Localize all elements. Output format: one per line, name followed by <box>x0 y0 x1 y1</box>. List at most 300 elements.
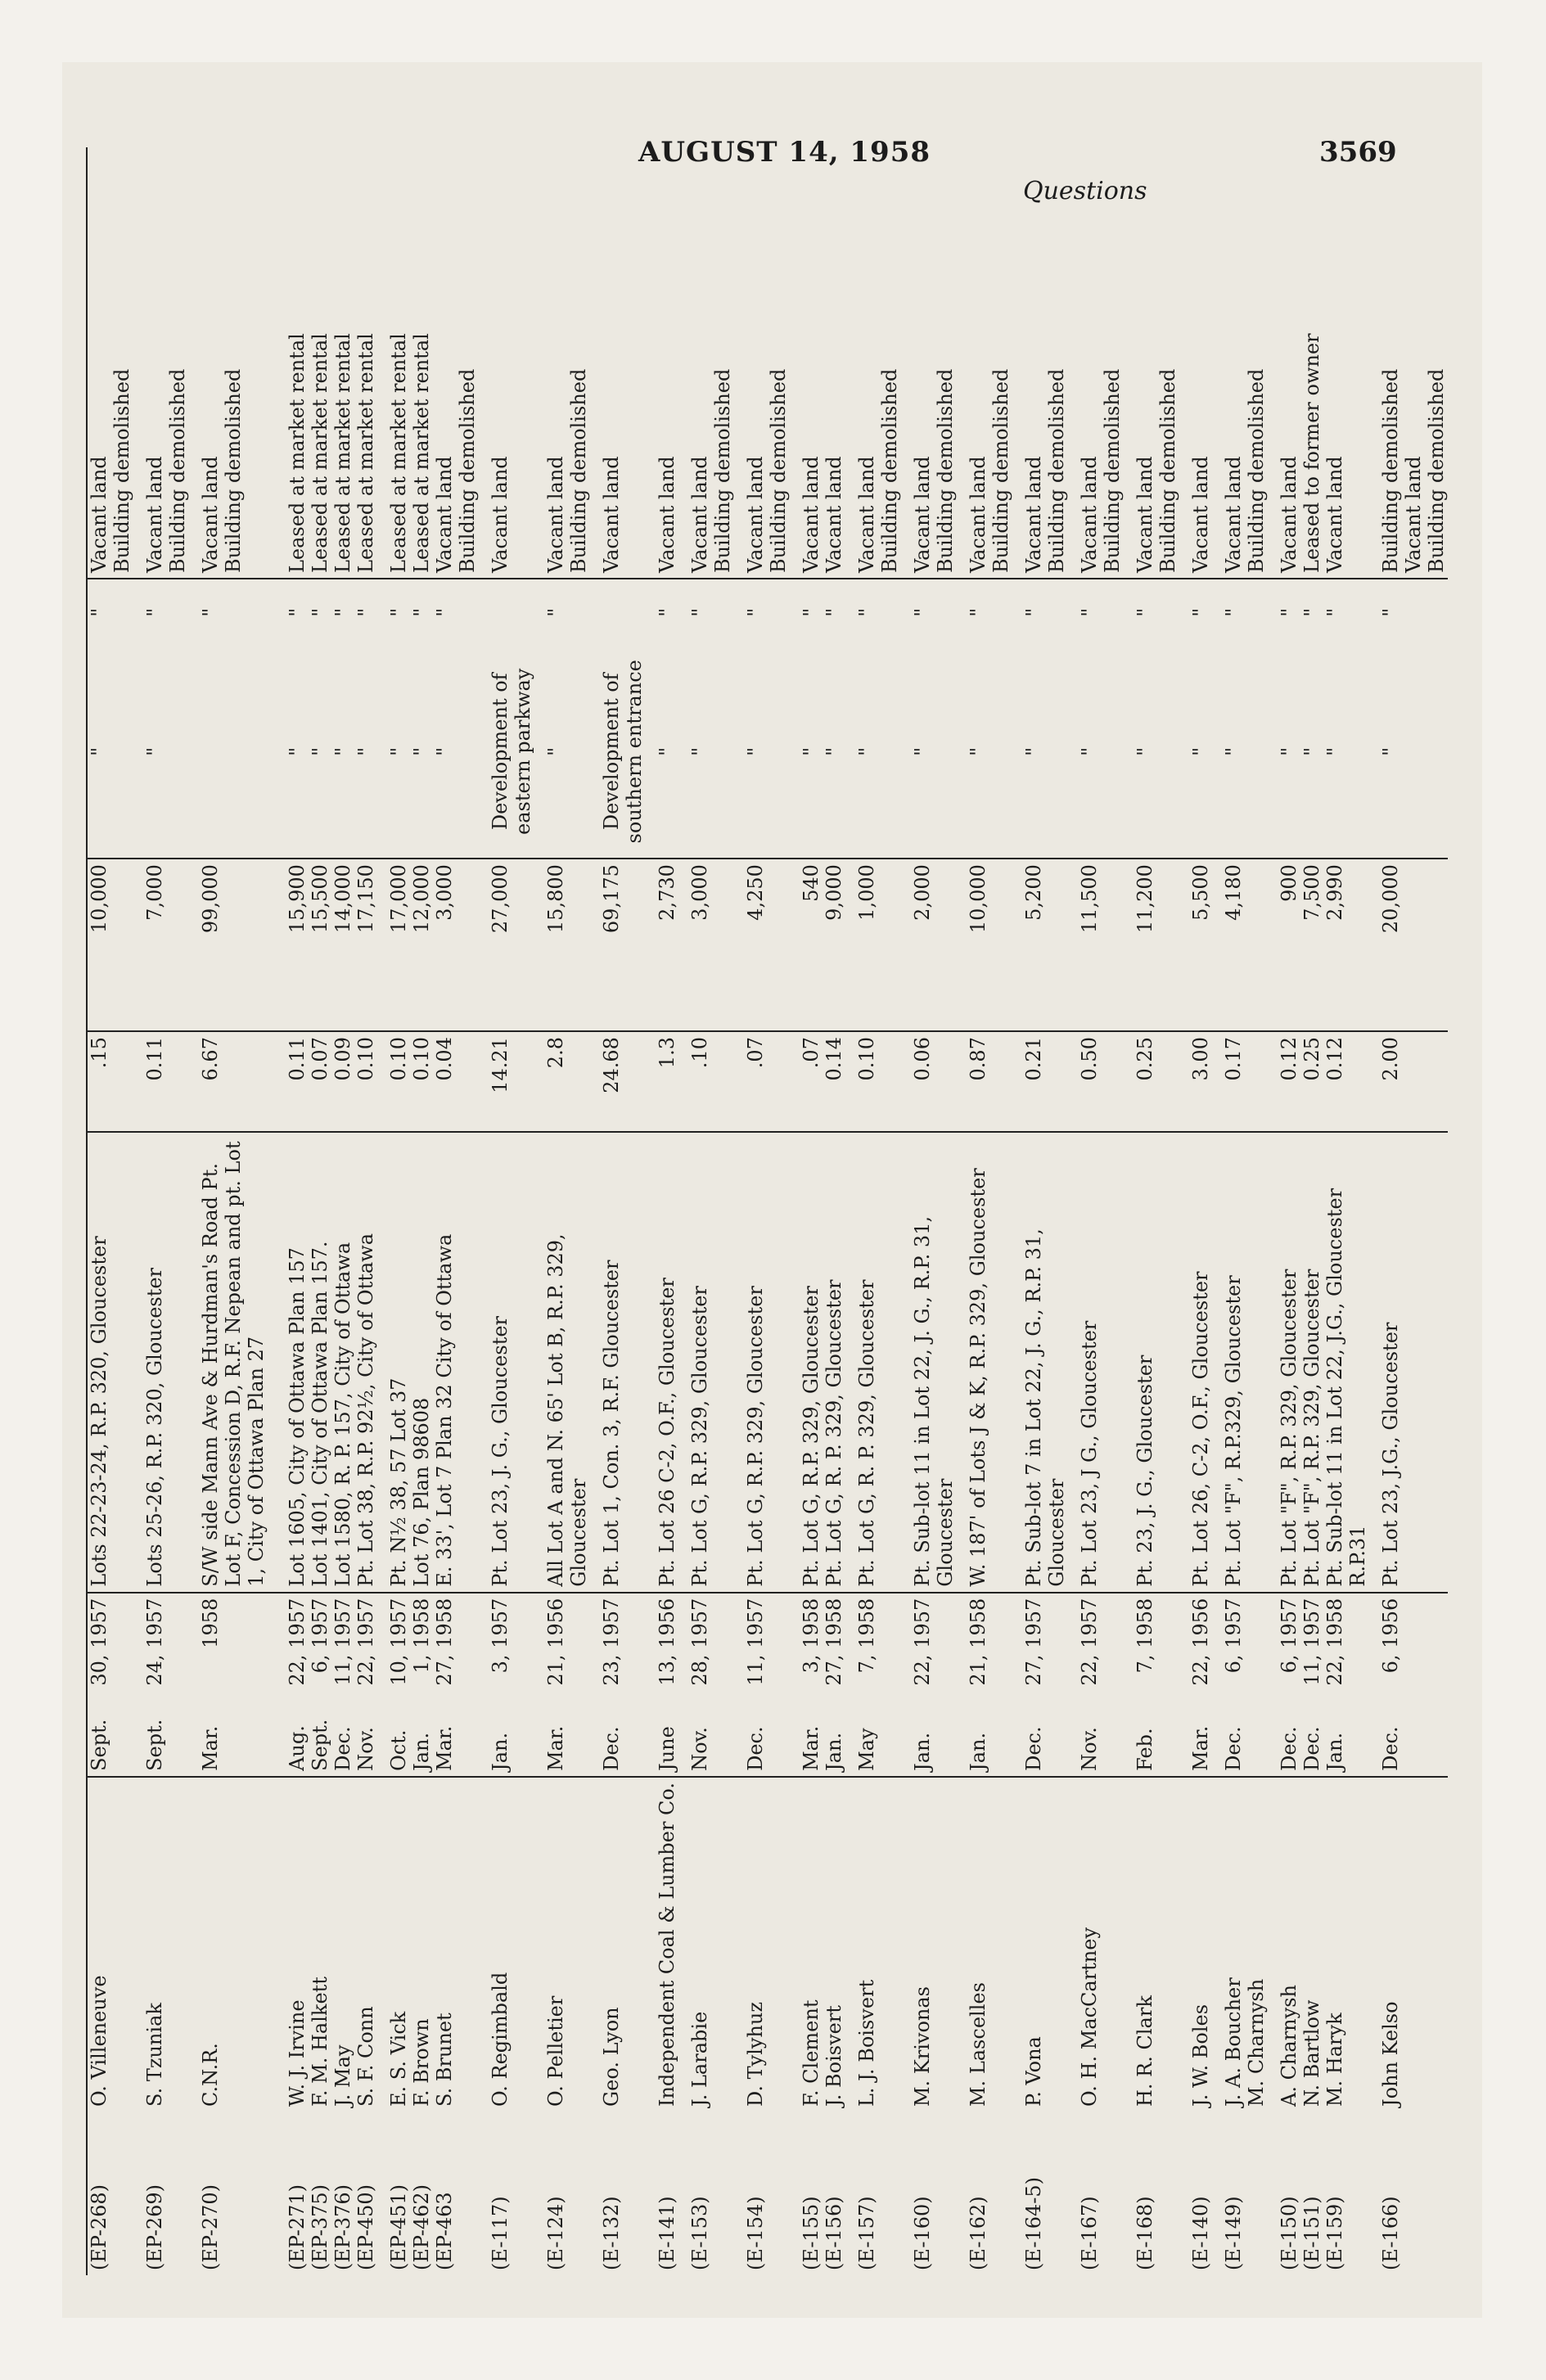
property-description: Pt. 23, J. G., Gloucester <box>1134 1355 1156 1587</box>
property-description: All Lot A and N. 65' Lot B, R.P. 329, Gloucester <box>544 1233 590 1587</box>
file-number: (EP-376) <box>331 2184 354 2270</box>
file-number: (EP-462) <box>410 2184 433 2270</box>
file-number: (EP-451) <box>387 2184 410 2270</box>
acquired-day-year-cell <box>1012 1593 1068 1709</box>
purpose: " <box>967 746 989 756</box>
acreage: .10 <box>688 1037 711 1069</box>
file-number: (E-159) <box>1323 2196 1346 2270</box>
present-use: Vacant land <box>1134 456 1156 574</box>
vendor-name-cell <box>734 1777 790 2112</box>
acquired-month-cell <box>189 1709 268 1777</box>
acreage: 0.07 <box>309 1037 331 1081</box>
ditto-mark-cell <box>678 579 734 645</box>
present-use: Building demolished <box>1425 368 1448 574</box>
purpose-cell <box>1124 645 1179 859</box>
purpose: " <box>688 746 711 756</box>
property-description-cell <box>1012 1132 1068 1593</box>
file-number: (EP-450) <box>354 2184 377 2270</box>
acreage-cell <box>534 1031 590 1132</box>
acquired-month: Mar. <box>1189 1725 1212 1771</box>
purchase-price: 9,000 <box>823 864 845 921</box>
ditto-mark: " <box>286 607 309 617</box>
acreage-cell <box>901 1031 957 1132</box>
purchase-price: 99,000 <box>199 864 222 934</box>
present-use-cell <box>646 147 678 579</box>
purchase-price-cell <box>1068 859 1124 1031</box>
acreage-cell <box>1068 1031 1124 1132</box>
vendor-name-cell <box>268 1777 377 2112</box>
purchase-price-cell <box>189 859 268 1031</box>
ditto-mark: " <box>544 607 567 617</box>
acquired-month: Dec. <box>1278 1726 1300 1771</box>
purpose: " <box>1189 746 1212 756</box>
purchase-price: 20,000 <box>1379 864 1402 934</box>
acreage-cell <box>1212 1031 1268 1132</box>
acreage-cell <box>1012 1031 1068 1132</box>
ditto-mark: " <box>433 607 456 617</box>
present-use: Building demolished <box>110 368 133 574</box>
property-description: S/W side Mann Ave & Hurdman's Road Pt. Lot F, Concession D, R.F. Nepean and pt. Lot 1, City of Ottawa Plan 27 <box>199 1141 268 1587</box>
acreage: 2.00 <box>1379 1037 1402 1081</box>
vendor-name: Geo. Lyon <box>600 2007 623 2107</box>
ditto-mark: " <box>354 607 377 617</box>
purchase-price: 11,500 <box>1078 864 1101 934</box>
ditto-mark-cell <box>1212 579 1268 645</box>
purpose-cell <box>377 645 479 859</box>
acquired-month-cell <box>1268 1709 1369 1777</box>
purpose: " <box>911 746 934 756</box>
acquired-month-cell <box>678 1709 734 1777</box>
acquired-day-year-cell <box>189 1593 268 1709</box>
purchase-price: 69,175 <box>600 864 623 934</box>
acquired-day-year: 23, 1957 <box>600 1598 623 1686</box>
file-number: (EP-463 <box>433 2192 456 2270</box>
purpose-cell <box>1268 645 1369 859</box>
present-use-cell <box>87 147 133 579</box>
table-row <box>1369 147 1448 2275</box>
present-use: Vacant land <box>967 456 989 574</box>
purchase-price: 27,000 <box>489 864 512 934</box>
acquired-month-cell <box>845 1709 901 1777</box>
vendor-name: H. R. Clark <box>1134 1995 1156 2107</box>
property-description-cell <box>1124 1132 1179 1593</box>
acreage-cell <box>734 1031 790 1132</box>
purpose: " <box>331 746 354 756</box>
file-number-cell <box>1179 2112 1212 2275</box>
file-number: (E-132) <box>600 2196 623 2270</box>
ditto-mark-cell <box>1369 579 1448 645</box>
purchase-price-cell <box>1012 859 1068 1031</box>
purpose: " <box>410 746 433 756</box>
ditto-mark: " <box>823 607 845 617</box>
file-number: (E-168) <box>1134 2196 1156 2270</box>
acquired-day-year-cell <box>1369 1593 1448 1709</box>
acquired-month: Jan. <box>410 1732 433 1771</box>
purpose-cell <box>1369 645 1448 859</box>
purchase-price: 900 <box>1278 864 1300 902</box>
file-number-cell <box>901 2112 957 2275</box>
purchase-price: 4,180 <box>1222 864 1245 921</box>
purchase-price-cell <box>479 859 534 1031</box>
ditto-mark-cell <box>1068 579 1124 645</box>
table-row <box>1012 147 1068 2275</box>
acquired-month-cell <box>1124 1709 1179 1777</box>
acquired-day-year-cell <box>1268 1593 1369 1709</box>
ditto-mark-cell <box>268 579 377 645</box>
acreage: 24.68 <box>600 1037 623 1093</box>
purpose: " <box>88 746 110 756</box>
property-description-cell <box>1268 1132 1369 1593</box>
acreage-cell <box>133 1031 189 1132</box>
acquired-day-year-cell <box>790 1593 845 1709</box>
acreage: 0.14 <box>823 1037 845 1081</box>
purchase-price: 17,150 <box>354 864 377 934</box>
acquired-month: Mar. <box>433 1725 456 1771</box>
acquired-month-cell <box>590 1709 646 1777</box>
acreage: 0.50 <box>1078 1037 1101 1081</box>
ditto-mark: " <box>1189 607 1212 617</box>
acquired-day-year: 24, 1957 <box>143 1598 166 1686</box>
acreage: .07 <box>744 1037 767 1069</box>
file-number-cell <box>479 2112 534 2275</box>
purchase-price: 3,000 <box>433 864 456 921</box>
acquired-day-year: 1958 <box>199 1598 222 1648</box>
table-row <box>1068 147 1124 2275</box>
ditto-mark: " <box>1022 607 1045 617</box>
vendor-name-cell <box>646 1777 678 2112</box>
purpose-cell <box>646 645 678 859</box>
present-use-cell <box>268 147 377 579</box>
acquired-month: May <box>855 1728 878 1771</box>
acquired-day-year: 7, 1958 <box>1134 1598 1156 1674</box>
file-number: (E-151) <box>1300 2196 1323 2270</box>
file-number-cell <box>734 2112 790 2275</box>
purchase-price: 4,250 <box>744 864 767 921</box>
property-table <box>86 147 1448 2275</box>
table-row <box>133 147 189 2275</box>
property-description-cell <box>845 1132 901 1593</box>
present-use: Leased to former owner <box>1300 333 1323 574</box>
property-description: Lot 1401, City of Ottawa Plan 157. <box>309 1241 331 1587</box>
table-row <box>534 147 590 2275</box>
property-description: Pt. Lot "F", R.P. 329, Gloucester <box>1300 1269 1323 1587</box>
purchase-price-cell <box>845 859 901 1031</box>
file-number: (E-166) <box>1379 2196 1402 2270</box>
acquired-day-year: 22, 1956 <box>1189 1598 1212 1686</box>
purpose-cell <box>957 645 1012 859</box>
acreage: 2.8 <box>544 1037 567 1069</box>
purpose: " <box>744 746 767 756</box>
acreage: 0.17 <box>1222 1037 1245 1081</box>
ditto-mark-cell <box>845 579 901 645</box>
vendor-name-cell <box>479 1777 534 2112</box>
vendor-name-cell <box>87 1777 133 2112</box>
purpose: " <box>855 746 878 756</box>
table-row <box>646 147 678 2275</box>
ditto-mark-cell <box>590 579 646 645</box>
purchase-price: 17,000 <box>387 864 410 934</box>
acquired-month: Sept. <box>309 1719 331 1771</box>
purpose-cell <box>189 645 268 859</box>
property-description-cell <box>133 1132 189 1593</box>
file-number: (E-117) <box>489 2196 512 2270</box>
file-number: (E-154) <box>744 2196 767 2270</box>
acquired-month-cell <box>1179 1709 1212 1777</box>
vendor-name: J. May <box>331 2044 354 2107</box>
acreage: .15 <box>88 1037 110 1069</box>
property-description: Lot 1605, City of Ottawa Plan 157 <box>286 1247 309 1587</box>
property-description-cell <box>534 1132 590 1593</box>
property-description: Pt. Sub-lot 11 in Lot 22, J.G., Gloucester R.P.31 <box>1323 1188 1369 1587</box>
purchase-price: 12,000 <box>410 864 433 934</box>
acquired-day-year: 1, 1958 <box>410 1598 433 1674</box>
present-use: Building demolished <box>1245 368 1268 574</box>
vendor-name-cell <box>534 1777 590 2112</box>
acreage: 0.04 <box>433 1037 456 1081</box>
purpose: " <box>1300 746 1323 756</box>
present-use: Vacant land <box>433 456 456 574</box>
present-use: Vacant land <box>88 456 110 574</box>
purchase-price-cell <box>734 859 790 1031</box>
acreage: 1.3 <box>656 1037 678 1069</box>
acquired-month-cell <box>646 1709 678 1777</box>
present-use: Vacant land <box>800 456 823 574</box>
acreage-cell <box>87 1031 133 1132</box>
table-row <box>901 147 957 2275</box>
file-number-cell <box>1268 2112 1369 2275</box>
purpose: " <box>1379 746 1402 756</box>
acquired-day-year: 11, 1957 <box>744 1598 767 1686</box>
acquired-month-cell <box>901 1709 957 1777</box>
present-use: Leased at market rental <box>387 333 410 574</box>
ditto-mark-cell <box>189 579 268 645</box>
file-number: (E-141) <box>656 2196 678 2270</box>
present-use-cell <box>1369 147 1448 579</box>
acquired-month-cell <box>377 1709 479 1777</box>
purchase-price-cell <box>1268 859 1369 1031</box>
ditto-mark-cell <box>377 579 479 645</box>
acreage: 0.87 <box>967 1037 989 1081</box>
purpose: " <box>309 746 331 756</box>
present-use: Vacant land <box>1022 456 1045 574</box>
purpose: " <box>387 746 410 756</box>
file-number-cell <box>678 2112 734 2275</box>
purpose: " <box>800 746 823 756</box>
purchase-price-cell <box>133 859 189 1031</box>
acquired-month: Jan. <box>489 1732 512 1771</box>
vendor-name: M. Charnysh <box>1245 1978 1268 2107</box>
vendor-name: W. J. Irvine <box>286 1999 309 2107</box>
vendor-name-cell <box>133 1777 189 2112</box>
purchase-price: 2,730 <box>656 864 678 921</box>
acquired-month: Feb. <box>1134 1728 1156 1771</box>
present-use-cell <box>377 147 479 579</box>
acquired-month: Dec. <box>744 1726 767 1771</box>
table-row <box>1179 147 1212 2275</box>
present-use: Vacant land <box>1078 456 1101 574</box>
vendor-name-cell <box>1268 1777 1369 2112</box>
property-description-cell <box>189 1132 268 1593</box>
purchase-price: 10,000 <box>967 864 989 934</box>
ditto-mark: " <box>656 607 678 617</box>
acquired-day-year: 10, 1957 <box>387 1598 410 1686</box>
acquired-day-year: 22, 1957 <box>1078 1598 1101 1686</box>
acquired-month: Dec. <box>1022 1726 1045 1771</box>
acquired-month-cell <box>133 1709 189 1777</box>
purchase-price: 15,500 <box>309 864 331 934</box>
purpose: " <box>1278 746 1300 756</box>
present-use: Vacant land <box>1402 456 1425 574</box>
table-row <box>377 147 479 2275</box>
acquired-month-cell <box>87 1709 133 1777</box>
property-description-cell <box>790 1132 845 1593</box>
present-use: Building demolished <box>1156 368 1179 574</box>
ditto-mark: " <box>199 607 222 617</box>
purchase-price: 540 <box>800 864 823 902</box>
purpose: " <box>1323 746 1346 756</box>
vendor-name: J. A. Boucher <box>1222 1977 1245 2107</box>
present-use: Building demolished <box>934 368 957 574</box>
purpose-cell <box>901 645 957 859</box>
acquired-month: Jan. <box>967 1732 989 1771</box>
present-use: Building demolished <box>166 368 189 574</box>
acquired-month-cell <box>1369 1709 1448 1777</box>
present-use: Building demolished <box>222 368 245 574</box>
acquired-day-year: 28, 1957 <box>688 1598 711 1686</box>
purchase-price-cell <box>377 859 479 1031</box>
property-description-cell <box>1369 1132 1448 1593</box>
property-description: Pt. Lot 23, J. G., Gloucester <box>489 1315 512 1587</box>
file-number: (E-164-5) <box>1022 2177 1045 2270</box>
acquired-month: Mar. <box>544 1725 567 1771</box>
present-use: Vacant land <box>855 456 878 574</box>
present-use-cell <box>1124 147 1179 579</box>
purchase-price: 15,900 <box>286 864 309 934</box>
present-use: Vacant land <box>600 456 623 574</box>
acreage: 0.12 <box>1278 1037 1300 1081</box>
acreage: 3.00 <box>1189 1037 1212 1081</box>
ditto-mark-cell <box>1268 579 1369 645</box>
present-use: Building demolished <box>1101 368 1124 574</box>
property-description: Pt. Lot "F", R.P.329, Gloucester <box>1222 1275 1245 1587</box>
table-row <box>590 147 646 2275</box>
file-number-cell <box>268 2112 377 2275</box>
present-use: Vacant land <box>1222 456 1245 574</box>
purpose-cell <box>87 645 133 859</box>
file-number: (EP-271) <box>286 2184 309 2270</box>
present-use: Building demolished <box>1045 368 1068 574</box>
acquired-month: June <box>656 1726 678 1771</box>
vendor-name: S. F. Conn <box>354 2006 377 2107</box>
ditto-mark: " <box>744 607 767 617</box>
vendor-name: D. Tylyhuz <box>744 2002 767 2107</box>
vendor-name-cell <box>1212 1777 1268 2112</box>
vendor-name-cell <box>957 1777 1012 2112</box>
ditto-mark-cell <box>1179 579 1212 645</box>
acquired-day-year: 7, 1958 <box>855 1598 878 1674</box>
acreage-cell <box>1369 1031 1448 1132</box>
file-number: (E-149) <box>1222 2196 1245 2270</box>
acreage: 6.67 <box>199 1037 222 1081</box>
acquired-day-year: 27, 1958 <box>823 1598 845 1686</box>
vendor-name: O. H. MacCartney <box>1078 1927 1101 2107</box>
acquired-day-year: 22, 1957 <box>354 1598 377 1686</box>
ditto-mark: " <box>688 607 711 617</box>
vendor-name: O. Villeneuve <box>88 1975 110 2107</box>
present-use: Building demolished <box>567 368 590 574</box>
acreage: 0.25 <box>1134 1037 1156 1081</box>
present-use: Vacant land <box>656 456 678 574</box>
ditto-mark: " <box>410 607 433 617</box>
acquired-day-year: 6, 1957 <box>1278 1598 1300 1674</box>
purchase-price-cell <box>646 859 678 1031</box>
present-use: Leased at market rental <box>286 333 309 574</box>
present-use: Building demolished <box>1379 368 1402 574</box>
purpose-cell <box>590 645 646 859</box>
present-use: Vacant land <box>544 456 567 574</box>
present-use-cell <box>1212 147 1268 579</box>
file-number: (E-157) <box>855 2196 878 2270</box>
ditto-mark: " <box>1134 607 1156 617</box>
purchase-price: 7,500 <box>1300 864 1323 921</box>
table-row <box>268 147 377 2275</box>
acreage: 0.11 <box>286 1037 309 1081</box>
acreage: 0.10 <box>354 1037 377 1081</box>
present-use-cell <box>133 147 189 579</box>
vendor-name-cell <box>1124 1777 1179 2112</box>
vendor-name: M. Krivonas <box>911 1986 934 2107</box>
acquired-day-year: 27, 1958 <box>433 1598 456 1686</box>
ditto-mark-cell <box>1124 579 1179 645</box>
acreage: 14.21 <box>489 1037 512 1093</box>
vendor-name: E. S. Vick <box>387 2011 410 2107</box>
section-title: Questions <box>1023 177 1147 205</box>
property-description-cell <box>268 1132 377 1593</box>
property-description: Lot 76, Plan 98608 <box>410 1397 433 1587</box>
vendor-name-cell <box>790 1777 845 2112</box>
acquired-day-year-cell <box>845 1593 901 1709</box>
vendor-name: M. Haryk <box>1323 2013 1346 2107</box>
acquired-day-year: 6, 1957 <box>1222 1598 1245 1674</box>
file-number-cell <box>87 2112 133 2275</box>
purchase-price-cell <box>901 859 957 1031</box>
present-use: Vacant land <box>1323 456 1346 574</box>
acquired-month: Sept. <box>143 1719 166 1771</box>
table-row <box>189 147 268 2275</box>
property-description: W. 187' of Lots J & K, R.P. 329, Gloucester <box>967 1168 989 1587</box>
acquired-day-year: 30, 1957 <box>88 1598 110 1686</box>
acquired-day-year: 6, 1956 <box>1379 1598 1402 1674</box>
table-row <box>734 147 790 2275</box>
acquired-month: Jan. <box>1323 1732 1346 1771</box>
purpose: " <box>823 746 845 756</box>
vendor-name-cell <box>590 1777 646 2112</box>
file-number-cell <box>646 2112 678 2275</box>
property-description-cell <box>734 1132 790 1593</box>
file-number: (EP-375) <box>309 2184 331 2270</box>
purpose: " <box>143 746 166 756</box>
acquired-month-cell <box>1212 1709 1268 1777</box>
property-description: Pt. Lot G, R.P. 329, Gloucester <box>800 1286 823 1587</box>
property-description: Pt. Lot G, R. P. 329, Gloucester <box>823 1279 845 1587</box>
vendor-name: Independent Coal & Lumber Co. <box>656 1782 678 2107</box>
page-number: 3569 <box>1319 136 1397 169</box>
present-use: Leased at market rental <box>410 333 433 574</box>
purpose-cell <box>1068 645 1124 859</box>
acquired-month-cell <box>734 1709 790 1777</box>
file-number: (E-167) <box>1078 2196 1101 2270</box>
ditto-mark: " <box>1278 607 1300 617</box>
